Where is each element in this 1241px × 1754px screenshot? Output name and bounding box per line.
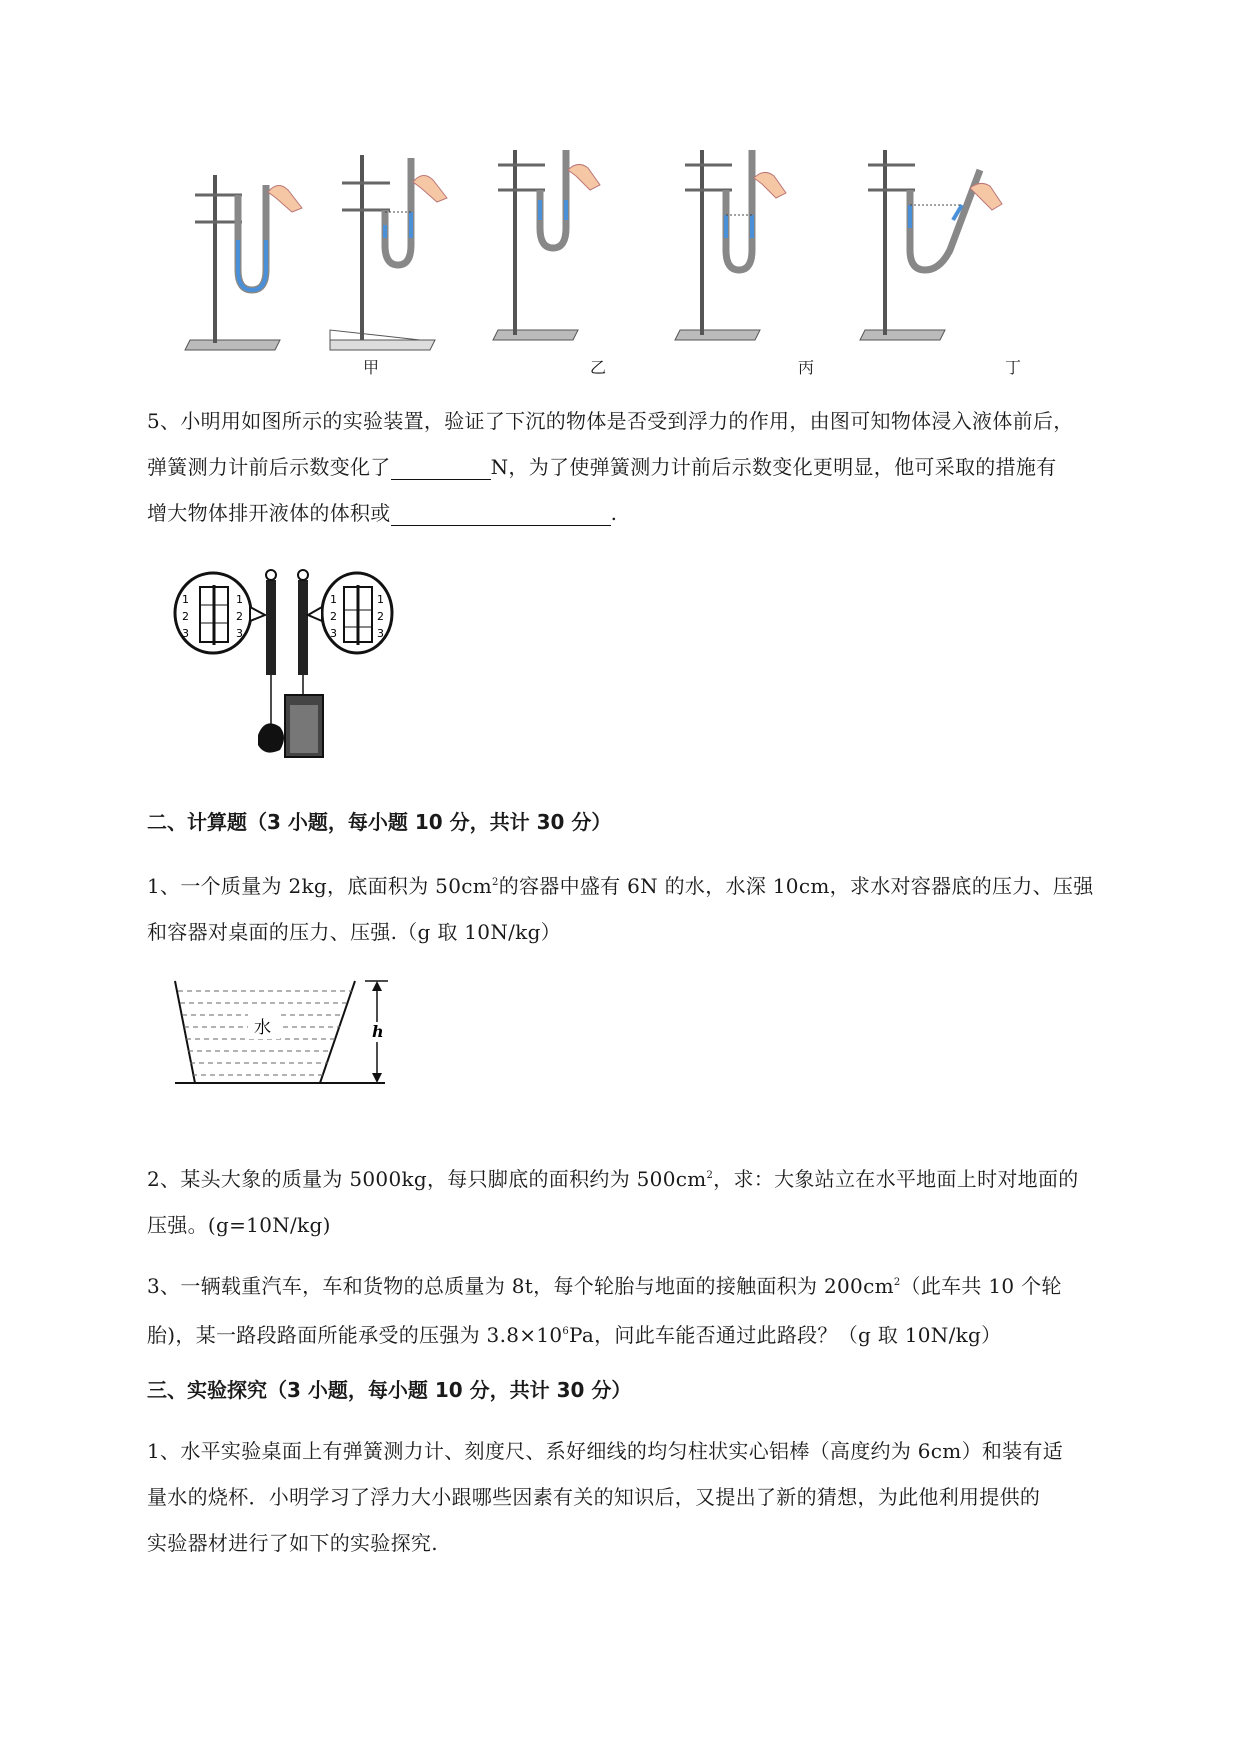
question-5-line-1: 5、小明用如图所示的实验装置，验证了下沉的物体是否受到浮力的作用，由图可知物体浸入液体前后， bbox=[147, 409, 1074, 433]
figure-label-yi: 乙 bbox=[590, 358, 607, 377]
right-scale-tick-2: 2 bbox=[330, 610, 337, 623]
left-scale-tick-1: 1 bbox=[182, 593, 189, 606]
question-5-line-2: 弹簧测力计前后示数变化了 N，为了使弹簧测力计前后示数变化更明显，他可采取的措施有 bbox=[147, 455, 1057, 479]
calc-question-1: 1、一个质量为 2kg，底面积为 $50cm^2$的容器中盛有 6N 的水，水深 10cm，求水对容器底的压力、压强 和容器对桌面的压力、压强.（g 取 10N/kg） bbox=[147, 874, 1094, 944]
calc-question-2: 2、某头大象的质量为 5000kg，每只脚底的面积约为 $500cm^2$，求：大象站立在水平地面上时对地面的 压强。(g=10N/kg) bbox=[147, 1167, 1079, 1237]
section-2-heading: 二、计算题（3 小题，每小题 10 分，共计 30 分） bbox=[147, 810, 612, 834]
figure-label-bing: 丙 bbox=[798, 358, 815, 377]
answer-blank-1[interactable] bbox=[391, 453, 491, 480]
experiment-question-1: 1、水平实验桌面上有弹簧测力计、刻度尺、系好细线的均匀柱状实心铝棒（高度约为 6cm）和装有适 量水的烧杯．小明学习了浮力大小跟哪些因素有关的知识后，又提出了新的猜想，为此他利用提供的 实验器材进行了如下的实验探究. bbox=[147, 1439, 1064, 1555]
left-scale-tick-4: 1 bbox=[236, 593, 243, 606]
calc-question-3: 3、一辆载重汽车，车和货物的总质量为 8t，每个轮胎与地面的接触面积为 $200cm^2$（此车共 10 个轮 胎)，某一路段路面所能承受的压强为 $3.8\times 10^6Pa$，问此车能否通过此路段？（g 取 10N/kg） bbox=[147, 1274, 1062, 1347]
left-scale-tick-3: 3 bbox=[182, 627, 189, 640]
right-scale-tick-6: 3 bbox=[377, 627, 384, 640]
u-tube-apparatus-4 bbox=[675, 150, 786, 340]
question-5 bbox=[147, 398, 1157, 536]
spring-scale-figure bbox=[170, 565, 410, 760]
container-figure bbox=[170, 975, 400, 1115]
left-scale-tick-6: 3 bbox=[236, 627, 243, 640]
left-scale-tick-2: 2 bbox=[182, 610, 189, 623]
u-tube-apparatus-2 bbox=[330, 155, 447, 350]
figure-label-ding: 丁 bbox=[1005, 358, 1022, 377]
height-label: h bbox=[372, 1022, 384, 1041]
u-tube-figure bbox=[180, 150, 1110, 380]
question-5-line-3: 增大物体排开液体的体积或 . bbox=[147, 501, 618, 525]
u-tube-apparatus-5 bbox=[860, 150, 1002, 340]
section-3-heading: 三、实验探究（3 小题，每小题 10 分，共计 30 分） bbox=[147, 1378, 632, 1402]
figure-label-jia: 甲 bbox=[363, 358, 380, 377]
right-scale-tick-5: 2 bbox=[377, 610, 384, 623]
right-scale-tick-1: 1 bbox=[330, 593, 337, 606]
left-scale-tick-5: 2 bbox=[236, 610, 243, 623]
u-tube-apparatus-1 bbox=[185, 175, 302, 350]
u-tube-apparatus-3 bbox=[493, 150, 600, 340]
right-scale-tick-3: 3 bbox=[330, 627, 337, 640]
water-label: 水 bbox=[254, 1018, 271, 1038]
right-scale-tick-4: 1 bbox=[377, 593, 384, 606]
answer-blank-2[interactable] bbox=[391, 499, 611, 526]
